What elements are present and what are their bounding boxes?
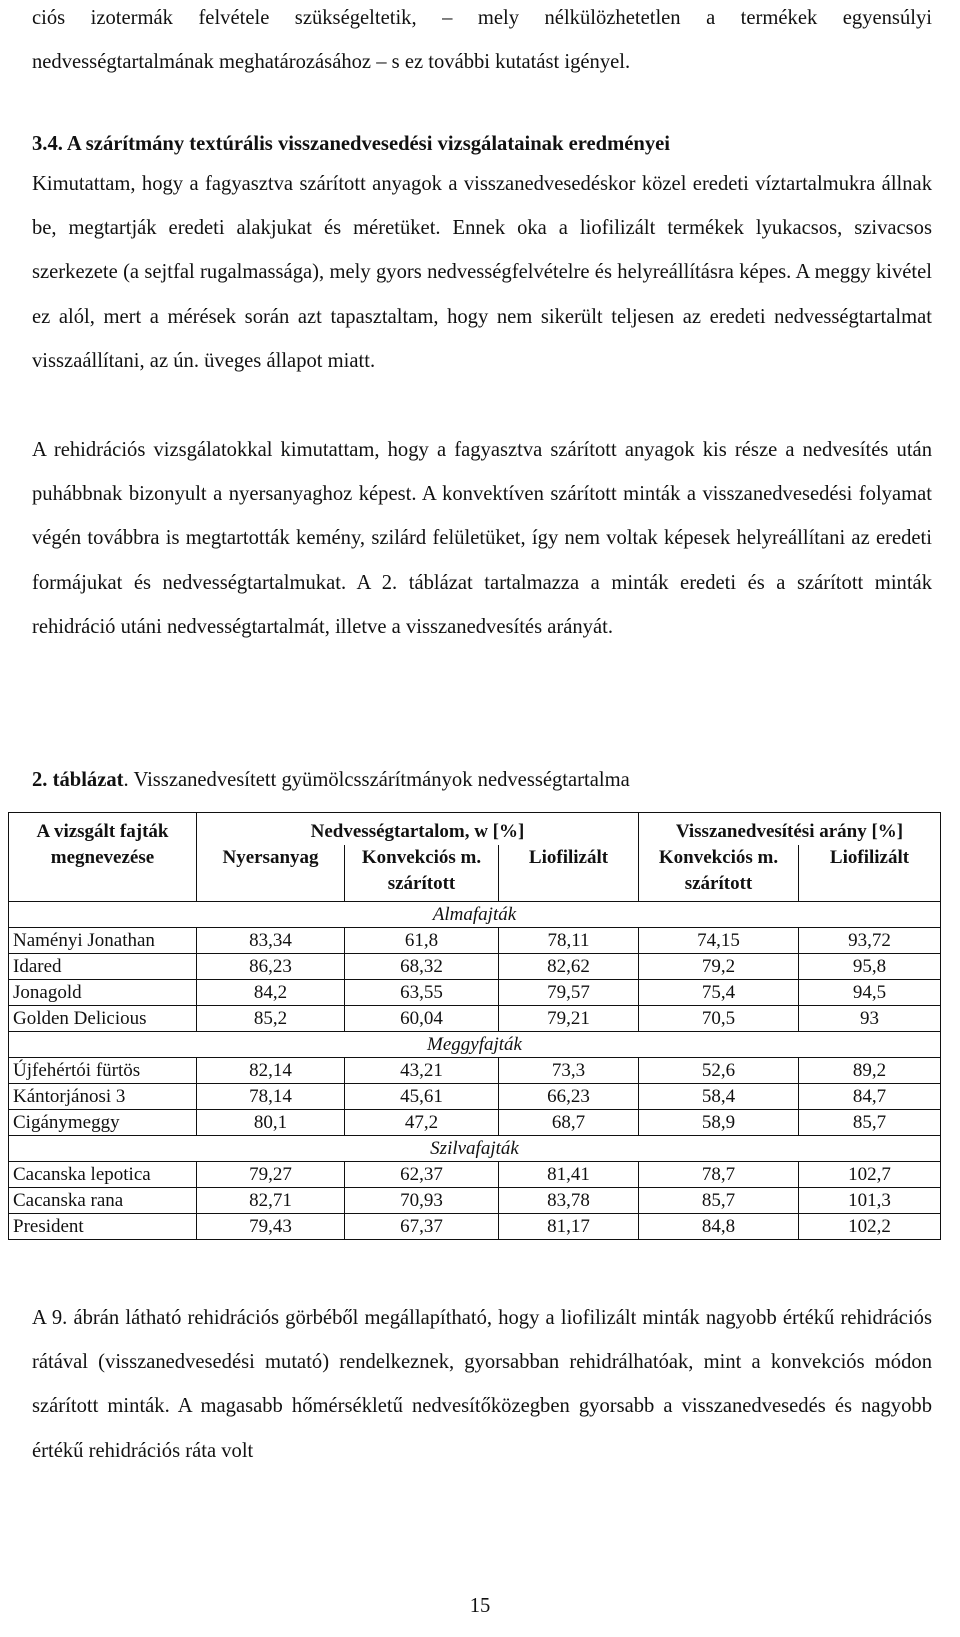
header-moisture-group: Nedvességtartalom, w [%] bbox=[197, 813, 639, 846]
value-cell-lio: 82,62 bbox=[499, 954, 639, 980]
paragraph-results-2: A rehidrációs vizsgálatokkal kimutattam, hogy a fagyasztva szárított anyagok kis része a nedvesítés után puhábbnak bizonyult a nyersanyaghoz képest. A konvektíven szárított minták a visszanedvesedési folyamat végén továbbra is megtartották kemény, szilárd felületüket, így nem voltak képesek helyreállítani az eredeti formájukat és nedvességtartalmukat. A 2. táblázat tartalmazza a minták eredeti és a szárított minták rehidráció utáni nedvességtartalmát, illetve a visszanedvesítés arányát. bbox=[32, 439, 932, 638]
value-cell-conv: 63,55 bbox=[345, 980, 499, 1006]
value-cell-conv: 70,93 bbox=[345, 1188, 499, 1214]
value-cell-raw: 79,43 bbox=[197, 1214, 345, 1240]
value-cell-raw: 80,1 bbox=[197, 1110, 345, 1136]
paragraph-rehydration: A 9. ábrán látható rehidrációs görbéből megállapítható, hogy a liofilizált minták nagyobb értékű rehidrációs rátával (visszanedvesedési mutató) rendelkeznek, gyorsabban rehidrálhatóak, mint a konvekciós módon szárított minták. A magasabb hőmérsékletű nedvesítőközegben gyorsabb a visszanedvesedés és nagyobb értékű rehidrációs ráta volt bbox=[32, 1307, 932, 1462]
table-row bbox=[9, 1188, 941, 1214]
value-cell-ratio-conv: 74,15 bbox=[639, 928, 799, 954]
table-caption-text: . Visszanedvesített gyümölcsszárítmányok nedvességtartalma bbox=[123, 769, 630, 791]
variety-name-cell: Naményi Jonathan bbox=[9, 928, 197, 954]
value-cell-lio: 83,78 bbox=[499, 1188, 639, 1214]
header-ratio-group: Visszanedvesítési arány [%] bbox=[639, 813, 941, 846]
value-cell-conv: 47,2 bbox=[345, 1110, 499, 1136]
table-group-row bbox=[9, 1032, 941, 1058]
value-cell-ratio-conv: 58,4 bbox=[639, 1084, 799, 1110]
variety-name-cell: President bbox=[9, 1214, 197, 1240]
value-cell-ratio-conv: 85,7 bbox=[639, 1188, 799, 1214]
value-cell-raw: 78,14 bbox=[197, 1084, 345, 1110]
value-cell-conv: 45,61 bbox=[345, 1084, 499, 1110]
value-cell-lio: 79,21 bbox=[499, 1006, 639, 1032]
header-conv: Konvekciós m. szárított bbox=[345, 845, 499, 902]
value-cell-raw: 84,2 bbox=[197, 980, 345, 1006]
value-cell-raw: 82,71 bbox=[197, 1188, 345, 1214]
value-cell-lio: 73,3 bbox=[499, 1058, 639, 1084]
header-ratio-lio: Liofilizált bbox=[799, 845, 941, 902]
value-cell-conv: 60,04 bbox=[345, 1006, 499, 1032]
table-group-title: Almafajták bbox=[9, 902, 941, 928]
table-row bbox=[9, 1214, 941, 1240]
table-row bbox=[9, 1110, 941, 1136]
table-row bbox=[9, 1162, 941, 1188]
value-cell-ratio-lio: 102,7 bbox=[799, 1162, 941, 1188]
value-cell-lio: 68,7 bbox=[499, 1110, 639, 1136]
table-caption-label: 2. táblázat bbox=[32, 769, 124, 791]
value-cell-ratio-conv: 79,2 bbox=[639, 954, 799, 980]
value-cell-ratio-conv: 52,6 bbox=[639, 1058, 799, 1084]
value-cell-ratio-lio: 94,5 bbox=[799, 980, 941, 1006]
value-cell-ratio-lio: 101,3 bbox=[799, 1188, 941, 1214]
table-caption bbox=[32, 765, 932, 795]
value-cell-lio: 78,11 bbox=[499, 928, 639, 954]
value-cell-raw: 79,27 bbox=[197, 1162, 345, 1188]
header-variety-name: A vizsgált fajták megnevezése bbox=[9, 813, 197, 902]
value-cell-lio: 79,57 bbox=[499, 980, 639, 1006]
value-cell-raw: 86,23 bbox=[197, 954, 345, 980]
value-cell-conv: 62,37 bbox=[345, 1162, 499, 1188]
variety-name-cell: Cigánymeggy bbox=[9, 1110, 197, 1136]
value-cell-raw: 82,14 bbox=[197, 1058, 345, 1084]
table-group-title: Meggyfajták bbox=[9, 1032, 941, 1058]
table-row bbox=[9, 928, 941, 954]
value-cell-raw: 83,34 bbox=[197, 928, 345, 954]
table-group-title: Szilvafajták bbox=[9, 1136, 941, 1162]
value-cell-conv: 68,32 bbox=[345, 954, 499, 980]
value-cell-ratio-conv: 84,8 bbox=[639, 1214, 799, 1240]
variety-name-cell: Jonagold bbox=[9, 980, 197, 1006]
value-cell-lio: 81,17 bbox=[499, 1214, 639, 1240]
variety-name-cell: Újfehértói fürtös bbox=[9, 1058, 197, 1084]
value-cell-ratio-lio: 85,7 bbox=[799, 1110, 941, 1136]
value-cell-ratio-lio: 93 bbox=[799, 1006, 941, 1032]
value-cell-ratio-conv: 70,5 bbox=[639, 1006, 799, 1032]
header-lio: Liofilizált bbox=[499, 845, 639, 902]
table-row bbox=[9, 1006, 941, 1032]
table-row bbox=[9, 980, 941, 1006]
intro-paragraph: ciós izotermák felvétele szükségeltetik, – mely nélkülözhetetlen a termékek egyensúlyi nedvességtartalmának meghatározásához – s ez további kutatást igényel. bbox=[32, 7, 932, 74]
paragraph-results-1: Kimutattam, hogy a fagyasztva szárított anyagok a visszanedvesedéskor közel eredeti víztartalmukra állnak be, megtartják eredeti alakjukat és méretüket. Ennek oka a liofilizált termékek lyukacsos, szivacsos szerkezete (a sejtfal rugalmassága), mely gyors nedvességfelvételre és helyreállításra képes. A meggy kivétel ez alól, mert a mérések során azt tapasztaltam, hogy nem sikerült teljesen az eredeti nedvességtartalmat visszaállítani, az ún. üveges állapot miatt. bbox=[32, 173, 932, 372]
value-cell-ratio-lio: 89,2 bbox=[799, 1058, 941, 1084]
value-cell-ratio-lio: 102,2 bbox=[799, 1214, 941, 1240]
table-row bbox=[9, 954, 941, 980]
table-row bbox=[9, 1084, 941, 1110]
value-cell-conv: 67,37 bbox=[345, 1214, 499, 1240]
moisture-table bbox=[8, 812, 941, 1240]
table-group-row bbox=[9, 1136, 941, 1162]
section-heading: 3.4. A szárítmány textúrális visszanedvesedési vizsgálatainak eredményei bbox=[32, 133, 670, 155]
value-cell-ratio-conv: 78,7 bbox=[639, 1162, 799, 1188]
value-cell-ratio-conv: 75,4 bbox=[639, 980, 799, 1006]
value-cell-ratio-lio: 84,7 bbox=[799, 1084, 941, 1110]
header-raw: Nyersanyag bbox=[197, 845, 345, 902]
table-group-row bbox=[9, 902, 941, 928]
variety-name-cell: Cacanska rana bbox=[9, 1188, 197, 1214]
value-cell-lio: 66,23 bbox=[499, 1084, 639, 1110]
variety-name-cell: Golden Delicious bbox=[9, 1006, 197, 1032]
variety-name-cell: Cacanska lepotica bbox=[9, 1162, 197, 1188]
table-row bbox=[9, 1058, 941, 1084]
table-header bbox=[9, 813, 941, 902]
value-cell-conv: 43,21 bbox=[345, 1058, 499, 1084]
value-cell-ratio-lio: 95,8 bbox=[799, 954, 941, 980]
page-number: 15 bbox=[469, 1595, 491, 1617]
value-cell-conv: 61,8 bbox=[345, 928, 499, 954]
header-ratio-conv: Konvekciós m. szárított bbox=[639, 845, 799, 902]
value-cell-raw: 85,2 bbox=[197, 1006, 345, 1032]
value-cell-ratio-conv: 58,9 bbox=[639, 1110, 799, 1136]
variety-name-cell: Kántorjánosi 3 bbox=[9, 1084, 197, 1110]
value-cell-lio: 81,41 bbox=[499, 1162, 639, 1188]
table-body bbox=[9, 902, 941, 1240]
variety-name-cell: Idared bbox=[9, 954, 197, 980]
value-cell-ratio-lio: 93,72 bbox=[799, 928, 941, 954]
